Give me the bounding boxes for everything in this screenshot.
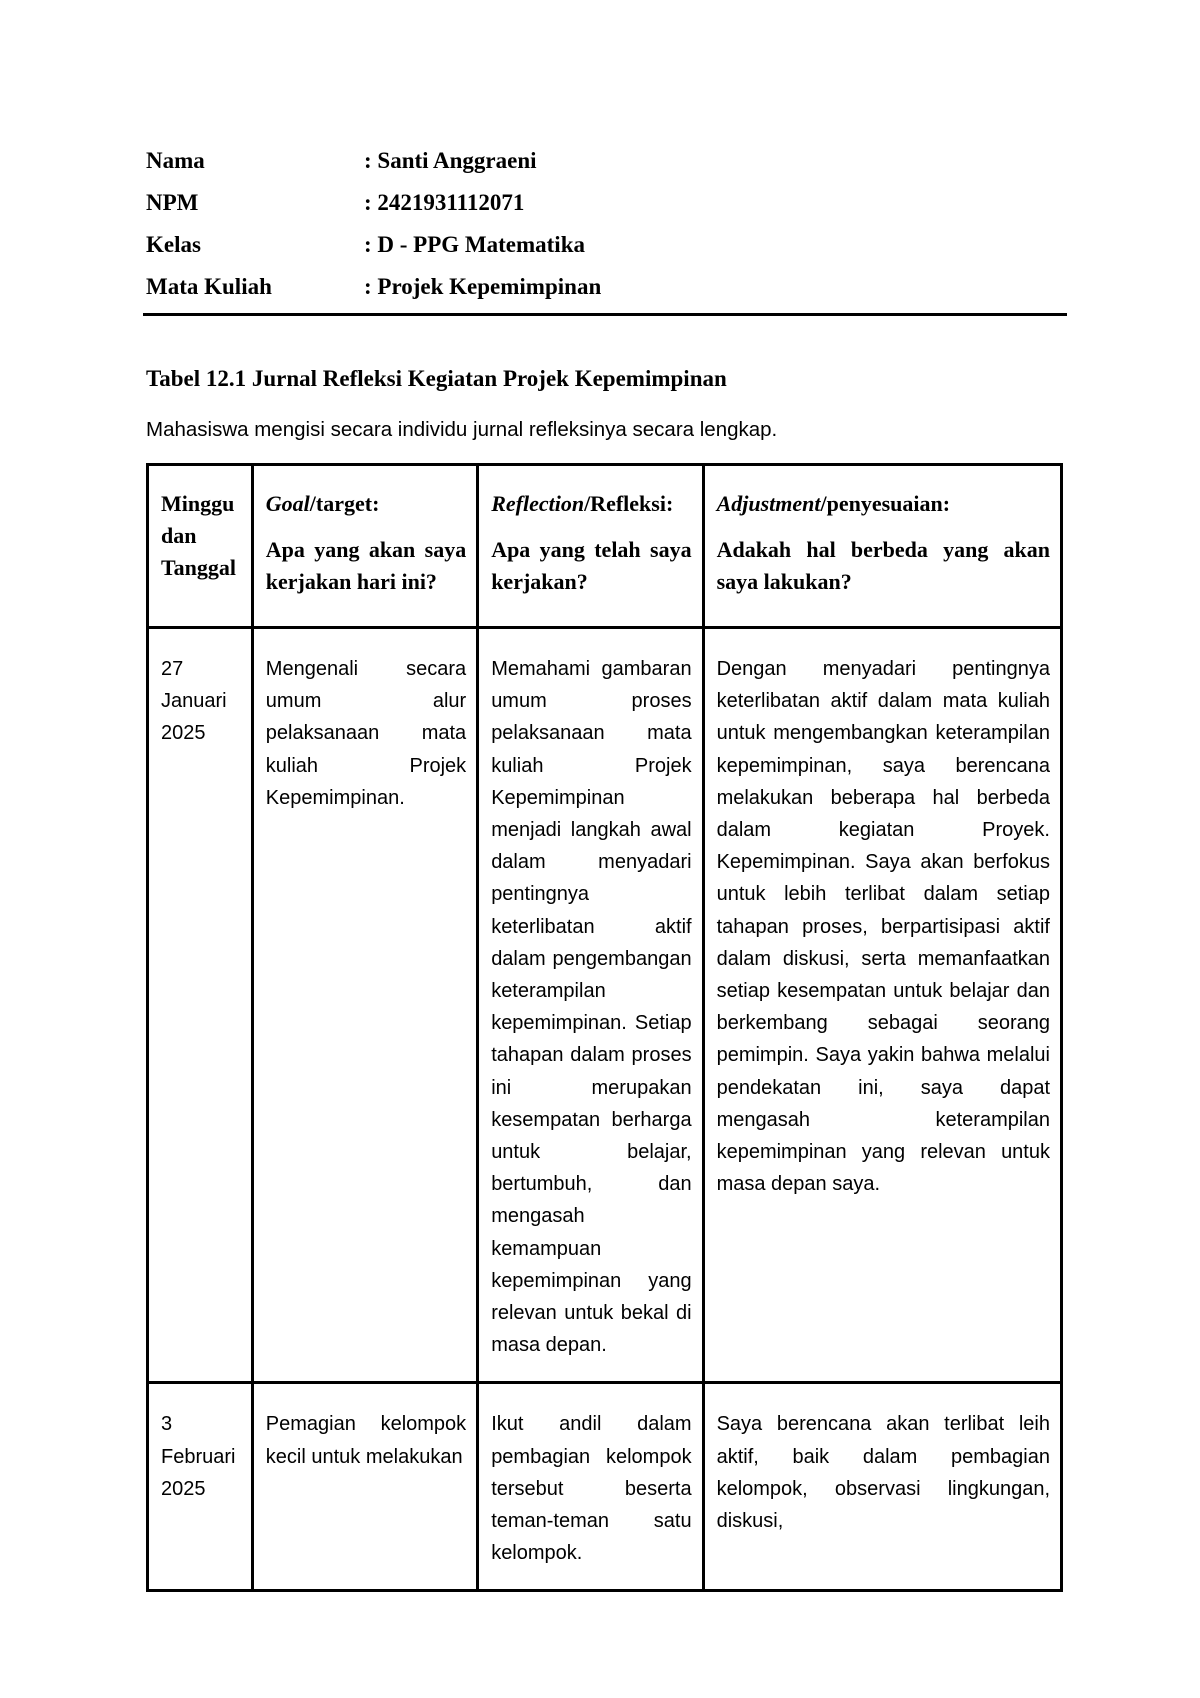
header-goal-rest: /target: (309, 491, 380, 516)
cell-adjustment (703, 1383, 1061, 1591)
goal-text: Mengenali secara umum alur pelaksanaan mata kuliah Projek Kepemimpinan. (265, 658, 467, 809)
cell-goal (252, 628, 477, 1383)
date-text: 3 Februari 2025 (161, 1413, 236, 1500)
horizontal-divider (143, 313, 1067, 316)
header-week-date-label: Minggu dan Tanggal (161, 491, 237, 580)
table-row (148, 1383, 1062, 1591)
instruction-text: Mahasiswa mengisi secara individu jurnal refleksinya secara lengkap. (146, 418, 778, 441)
cell-adjustment (703, 628, 1061, 1383)
header-adjustment-question: Adakah hal berbeda yang akan saya lakukan? (716, 537, 1050, 594)
goal-text: Pemagian kelompok kecil untuk melakukan (265, 1413, 467, 1468)
adjustment-text: Dengan menyadari pentingnya keterlibatan aktif dalam mata kuliah untuk mengembangkan keterampilan kepemimpinan, saya berencana melakukan beberapa hal berbeda dalam kegiatan Proyek. Kepemimpinan. Saya akan berfokus untuk lebih terlibat dalam setiap tahapan proses, berpartisipasi aktif dalam diskusi, serta memanfaatkan setiap kesempatan untuk belajar dan berkembang sebagai seorang pemimpin. Saya yakin bahwa melalui pendekatan ini, saya dapat mengasah keterampilan kepemimpinan yang relevan untuk masa depan saya. (716, 658, 1050, 1196)
identity-row-mata-kuliah (146, 266, 1066, 308)
identity-value: : D - PPG Matematika (364, 232, 585, 257)
identity-label: Mata Kuliah (146, 274, 272, 299)
cell-date (148, 1383, 253, 1591)
header-adjustment-em: Adjustment (716, 491, 821, 516)
date-text: 27 Januari 2025 (161, 658, 227, 745)
header-reflection-rest: /Refleksi: (584, 491, 674, 516)
header-reflection-em: Reflection (491, 491, 585, 516)
cell-reflection (478, 1383, 703, 1591)
header-adjustment (703, 465, 1061, 628)
table-header-row (148, 465, 1062, 628)
identity-row-kelas (146, 224, 1066, 266)
identity-value: : 2421931112071 (364, 190, 525, 215)
header-reflection (478, 465, 703, 628)
cell-goal (252, 1383, 477, 1591)
identity-label: Kelas (146, 232, 201, 257)
reflection-journal-table (146, 463, 1063, 1592)
header-adjustment-rest: /penyesuaian: (820, 491, 951, 516)
reflection-text: Ikut andil dalam pembagian kelompok tersebut beserta teman-teman satu kelompok. (491, 1413, 692, 1565)
header-goal-em: Goal (265, 491, 310, 516)
identity-value: : Santi Anggraeni (364, 148, 537, 173)
cell-date (148, 628, 253, 1383)
header-week-date (148, 465, 253, 628)
identity-label: Nama (146, 148, 205, 173)
table-row (148, 628, 1062, 1383)
cell-reflection (478, 628, 703, 1383)
identity-row-name (146, 140, 1066, 182)
identity-value: : Projek Kepemimpinan (364, 274, 602, 299)
identity-label: NPM (146, 190, 199, 215)
adjustment-text: Saya berencana akan terlibat leih aktif, baik dalam pembagian kelompok, observasi lingkungan, diskusi, (716, 1413, 1050, 1533)
header-goal (252, 465, 477, 628)
identity-block (146, 140, 1066, 308)
header-reflection-question: Apa yang telah saya kerjakan? (491, 537, 692, 594)
identity-row-npm (146, 182, 1066, 224)
reflection-text: Memahami gambaran umum proses pelaksanaan mata kuliah Projek Kepemimpinan menjadi langkah awal dalam menyadari pentingnya keterlibatan aktif dalam pengembangan keterampilan kepemimpinan. Setiap tahapan dalam proses ini merupakan kesempatan berharga untuk belajar, bertumbuh, dan mengasah kemampuan kepemimpinan yang relevan untuk bekal di masa depan. (491, 658, 692, 1357)
header-goal-question: Apa yang akan saya kerjakan hari ini? (265, 537, 467, 594)
table-title: Tabel 12.1 Jurnal Refleksi Kegiatan Projek Kepemimpinan (146, 366, 727, 391)
